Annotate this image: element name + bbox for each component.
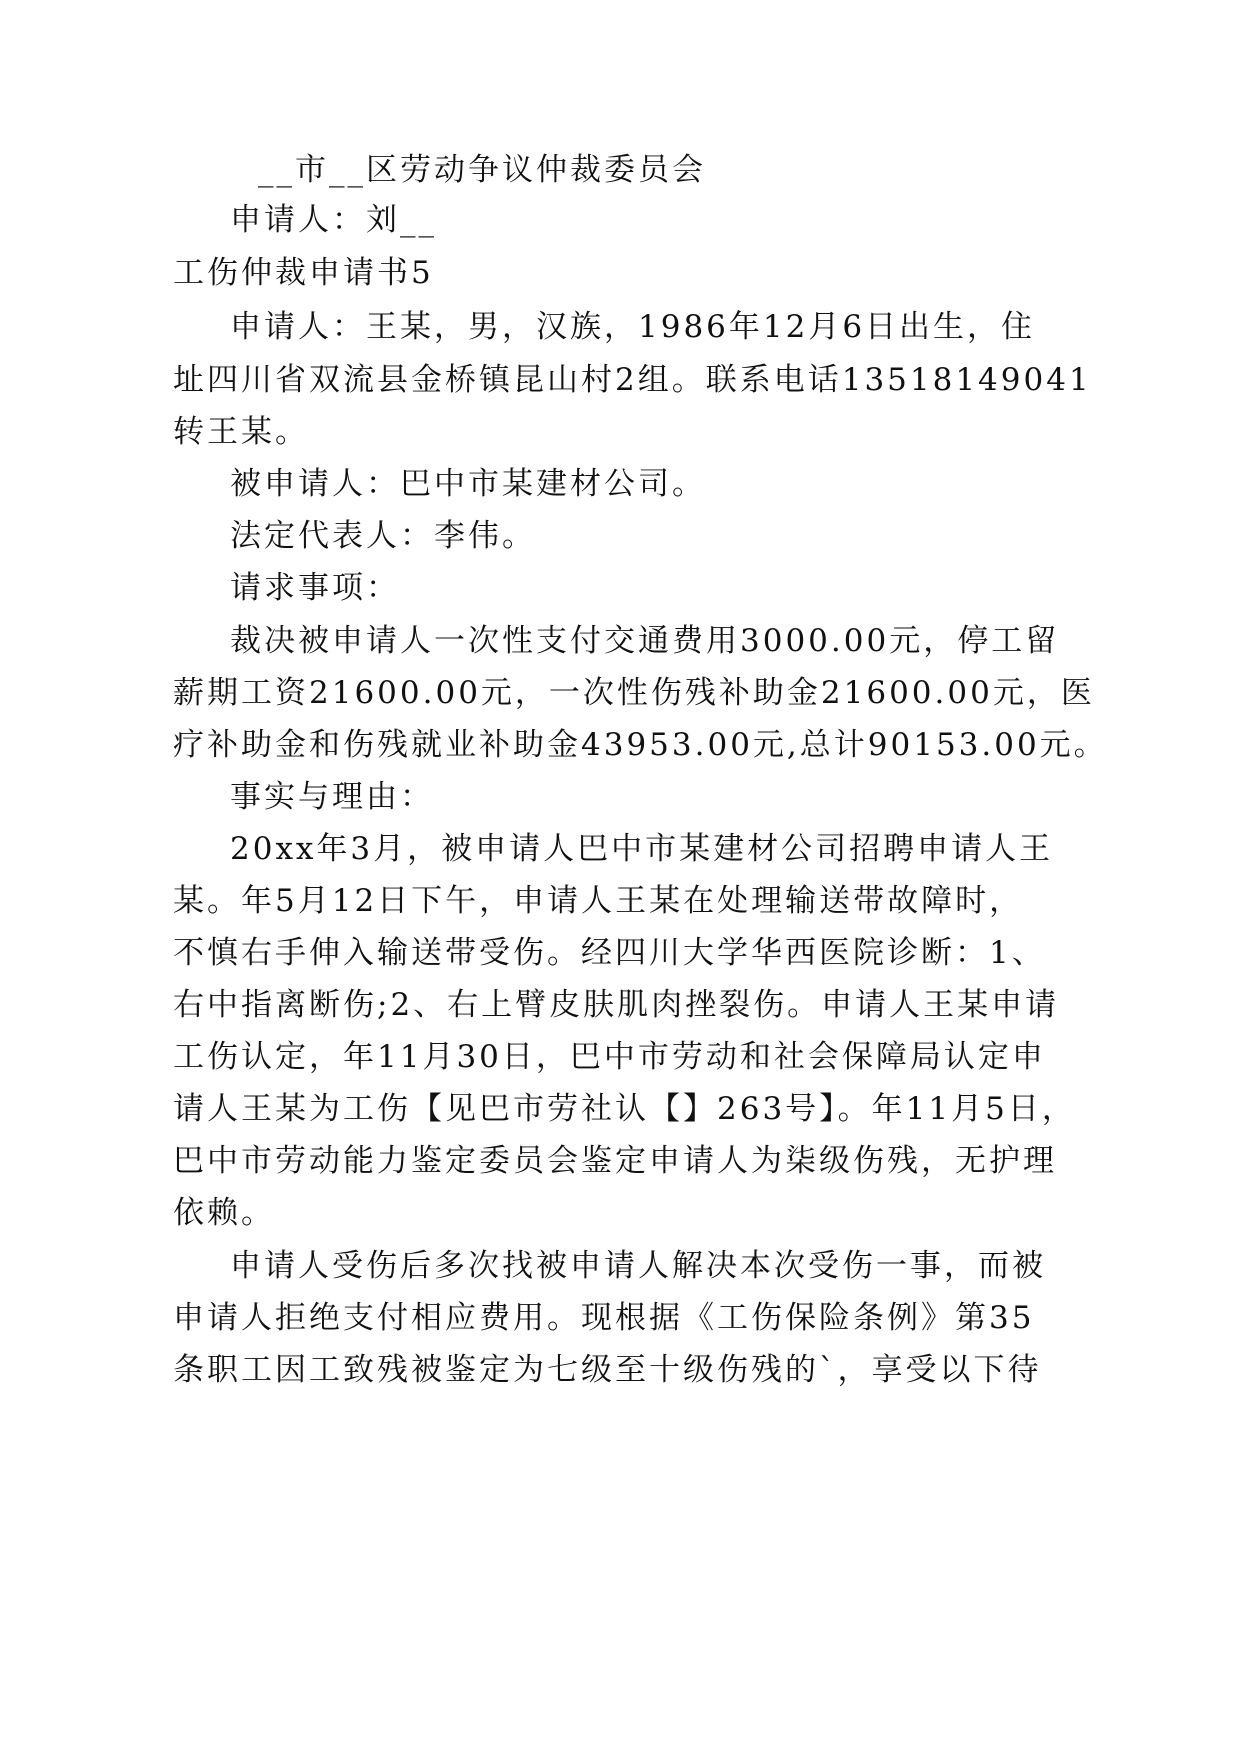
applicant-line-3: 转王某。 <box>173 414 309 450</box>
facts-heading: 事实与理由： <box>230 779 434 815</box>
facts-line-4: 右中指离断伤;2、右上臂皮肤肌肉挫裂伤。申请人王某申请 <box>173 987 1060 1023</box>
claims-line-3: 疗补助金和伤残就业补助金43953.00元,总计90153.00元。 <box>173 727 1108 763</box>
facts-line-1: 20xx年3月，被申请人巴中市某建材公司招聘申请人王 <box>230 831 1054 867</box>
facts-line-3: 不慎右手伸入输送带受伤。经四川大学华西医院诊断：1、 <box>173 935 1046 971</box>
committee-line: __市__区劳动争议仲裁委员会 <box>258 152 706 188</box>
facts-line-8: 依赖。 <box>173 1195 275 1231</box>
claims-line-1: 裁决被申请人一次性支付交通费用3000.00元，停工留 <box>230 623 1060 659</box>
document-title: 工伤仲裁申请书5 <box>173 255 434 291</box>
previous-applicant-line: 申请人：刘__ <box>230 202 437 238</box>
facts-line-6: 请人王某为工伤【见巴市劳社认【】263号】。年11月5日， <box>173 1091 1076 1127</box>
legal-representative-line: 法定代表人：李伟。 <box>230 518 536 554</box>
facts-p2-line-3: 条职工因工致残被鉴定为七级至十级伤残的`，享受以下待 <box>173 1352 1042 1388</box>
facts-p2-line-1: 申请人受伤后多次找被申请人解决本次受伤一事，而被 <box>230 1248 1046 1284</box>
facts-p2-line-2: 申请人拒绝支付相应费用。现根据《工伤保险条例》第35 <box>173 1300 1035 1336</box>
applicant-line-1: 申请人：王某，男，汉族，1986年12月6日出生，住 <box>230 309 1036 345</box>
claims-line-2: 薪期工资21600.00元，一次性伤残补助金21600.00元，医 <box>173 675 1095 711</box>
facts-line-5: 工伤认定，年11月30日，巴中市劳动和社会保障局认定申 <box>173 1039 1046 1075</box>
respondent-line: 被申请人：巴中市某建材公司。 <box>230 466 706 502</box>
applicant-line-2: 址四川省双流县金桥镇昆山村2组。联系电话13518149041 <box>173 362 1092 398</box>
facts-line-7: 巴中市劳动能力鉴定委员会鉴定申请人为柒级伤残，无护理 <box>173 1143 1057 1179</box>
claims-heading: 请求事项： <box>230 570 400 606</box>
facts-line-2: 某。年5月12日下午，申请人王某在处理输送带故障时， <box>173 883 1024 919</box>
